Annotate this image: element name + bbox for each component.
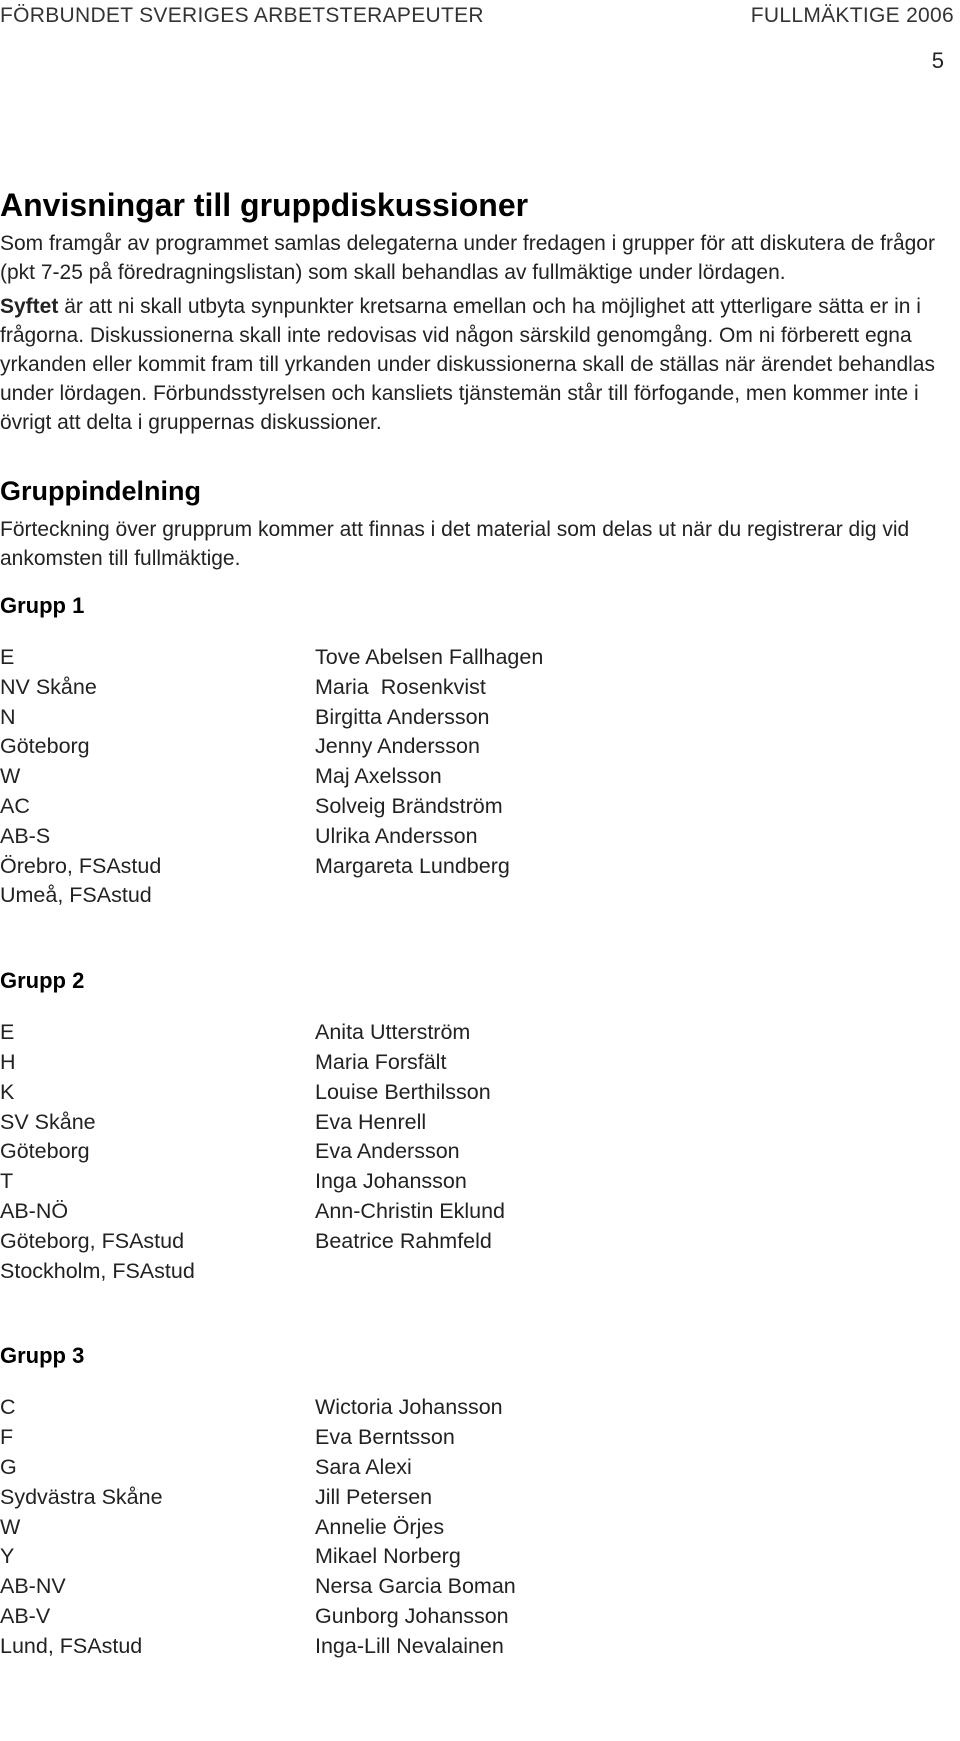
region-item: E (0, 1020, 15, 1045)
group-3 (0, 1341, 940, 1661)
member-name-item: Gunborg Johansson (315, 1603, 509, 1628)
member-name-item: Jill Petersen (315, 1484, 433, 1509)
intro-section (0, 185, 940, 437)
region-item: Y (0, 1544, 15, 1569)
member-name-item: Maria Forsfält (315, 1049, 447, 1074)
region-item: Lund, FSAstud (0, 1633, 143, 1658)
region-item: F (0, 1425, 14, 1450)
intro-paragraph-2-text: är att ni skall utbyta synpunkter kretsarna emellan och ha möjlighet att ytterligare sätta er in i frågorna. Diskussionerna skall inte redovisas vid någon särskild genomgång. Om ni förberett egna yrkanden eller kommit fram till yrkanden under diskussionerna skall de ställas när ärendet behandlas under lördagen. Förbundsstyrelsen och kansliets tjänstemän står till förfogande, men kommer inte i övrigt att delta i gruppernas diskussioner. (0, 295, 935, 434)
intro-paragraph-1: Som framgår av programmet samlas delegaterna under fredagen i grupper för att diskutera de frågor (pkt 7-25 på föredragningslistan) som skall behandlas av fullmäktige under lördagen. (0, 232, 935, 284)
region-item: W (0, 764, 21, 789)
member-name-item: Eva Henrell (315, 1109, 427, 1134)
member-name-item: Margareta Lundberg (315, 853, 510, 878)
group-1 (0, 591, 940, 911)
region-item: Göteborg, FSAstud (0, 1228, 185, 1253)
group-body (0, 1018, 940, 1286)
region-item: G (0, 1454, 17, 1479)
member-name-item: Tove Abelsen Fallhagen (315, 645, 544, 669)
group-body (0, 643, 940, 911)
member-name-item: Inga-Lill Nevalainen (315, 1633, 504, 1658)
region-item: H (0, 1049, 16, 1074)
grouping-title: Gruppindelning (0, 476, 201, 506)
event-name: FULLMÄKTIGE 2006 (750, 4, 954, 27)
region-item: SV Skåne (0, 1109, 96, 1134)
member-name-item: Beatrice Rahmfeld (315, 1228, 492, 1253)
member-name-item: Maj Axelsson (315, 764, 442, 789)
member-name-item: Eva Berntsson (315, 1425, 455, 1450)
intro-paragraph-2-bold: Syftet (0, 295, 59, 318)
member-name-item: Wictoria Johansson (315, 1395, 503, 1420)
region-item: T (0, 1169, 14, 1194)
region-item: Göteborg (0, 734, 90, 759)
group-title: Grupp 2 (0, 968, 85, 994)
member-name-item: Jenny Andersson (315, 734, 480, 759)
member-name-item: Ulrika Andersson (315, 823, 478, 848)
group-title: Grupp 1 (0, 593, 85, 618)
member-name-item: Inga Johansson (315, 1169, 467, 1194)
grouping-paragraph: Förteckning över grupprum kommer att finnas i det material som delas ut när du registrerar dig vid ankomsten till fullmäktige. (0, 518, 910, 570)
region-item: AB-NV (0, 1574, 66, 1599)
member-name-item: Solveig Brändström (315, 793, 503, 818)
page-header (0, 4, 954, 34)
region-item: AB-NÖ (0, 1198, 69, 1223)
region-item: C (0, 1395, 16, 1420)
name-list (315, 1018, 915, 1256)
member-name-item: Louise Berthilsson (315, 1079, 491, 1104)
region-list (0, 1018, 300, 1286)
grouping-section (0, 473, 940, 573)
region-item: Stockholm, FSAstud (0, 1258, 195, 1283)
region-item: AB-S (0, 823, 51, 848)
region-item: W (0, 1514, 21, 1539)
member-name-item: Eva Andersson (315, 1139, 460, 1164)
member-name-item: Sara Alexi (315, 1454, 412, 1479)
member-name-item: Maria Rosenkvist (315, 674, 486, 699)
region-item: K (0, 1079, 15, 1104)
member-name-item: Annelie Örjes (315, 1514, 445, 1539)
group-2 (0, 966, 940, 1286)
region-item: NV Skåne (0, 674, 97, 699)
name-list (315, 643, 915, 881)
group-body (0, 1393, 940, 1661)
member-name-item: Anita Utterström (315, 1020, 471, 1045)
page-number: 5 (931, 48, 944, 73)
region-list (0, 643, 300, 911)
region-item: Göteborg (0, 1139, 90, 1164)
organization-name: FÖRBUNDET SVERIGES ARBETSTERAPEUTER (0, 4, 484, 27)
region-item: Sydvästra Skåne (0, 1484, 163, 1509)
region-item: Umeå, FSAstud (0, 883, 152, 908)
member-name-item: Nersa Garcia Boman (315, 1574, 516, 1599)
member-name-item: Mikael Norberg (315, 1544, 461, 1569)
region-list (0, 1393, 300, 1661)
region-item: AC (0, 793, 30, 818)
member-name-item: Birgitta Andersson (315, 704, 490, 729)
region-item: AB-V (0, 1603, 51, 1628)
name-list (315, 1393, 915, 1661)
document-body (0, 185, 940, 1662)
group-title: Grupp 3 (0, 1343, 85, 1369)
region-item: E (0, 645, 15, 669)
region-item: Örebro, FSAstud (0, 853, 162, 878)
region-item: N (0, 704, 16, 729)
member-name-item: Ann-Christin Eklund (315, 1198, 506, 1223)
intro-title: Anvisningar till gruppdiskussioner (0, 187, 529, 223)
intro-paragraph-2 (0, 292, 940, 437)
